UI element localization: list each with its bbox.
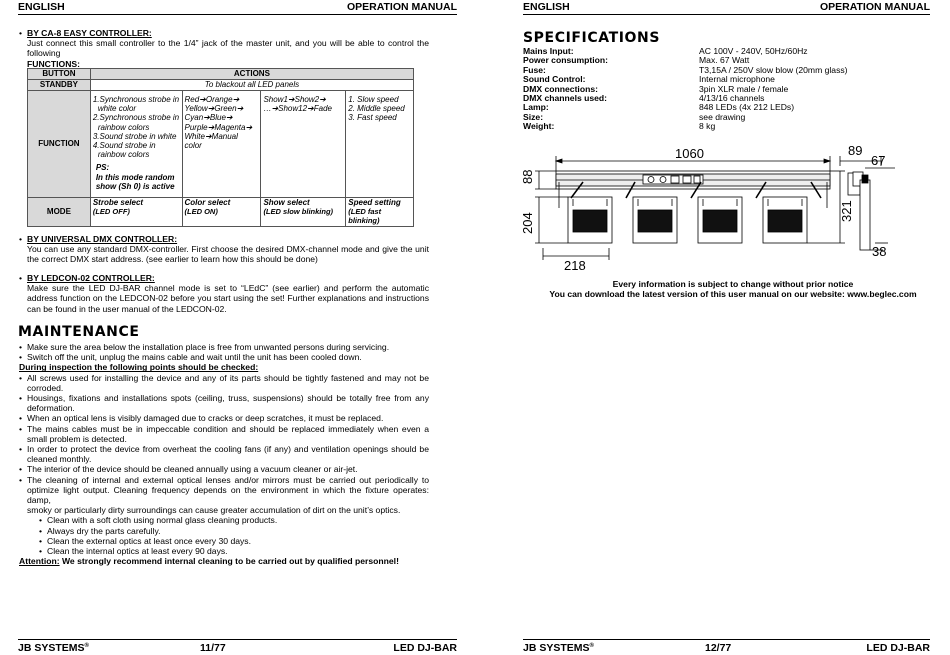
header-language: ENGLISH bbox=[18, 1, 65, 13]
page-number: 12/77 bbox=[705, 642, 732, 654]
function-line: 1.Synchronous strobe in bbox=[92, 95, 180, 104]
header-title: OPERATION MANUAL bbox=[819, 1, 930, 13]
attention-text: We strongly recommend internal cleaning to be carried out by qualified personnel! bbox=[59, 556, 399, 567]
spec-key: Lamp: bbox=[523, 102, 549, 113]
ps-line: In this mode random bbox=[95, 172, 175, 182]
page-header bbox=[523, 0, 930, 15]
mode-cell bbox=[261, 198, 346, 227]
spec-row bbox=[523, 84, 943, 93]
spec-row bbox=[523, 112, 943, 121]
function-label: FUNCTION bbox=[28, 91, 91, 198]
ledcon-text: can be found in the user manual of the LEDCON-02. bbox=[27, 303, 227, 314]
ca8-heading: BY CA-8 EASY CONTROLLER: bbox=[27, 28, 152, 38]
list-item: • Switch off the unit, unplug the mains cable and wait until the unit has been cooled down. bbox=[19, 352, 362, 363]
list-item: • The mains cables must be in impeccable condition and should be replaced immediately when even a small problem is detected. bbox=[19, 423, 429, 444]
function-show-cell bbox=[261, 91, 346, 198]
list-item: • The cleaning of internal and external optical lenses and/or mirrors must be carried out periodically to optimize light output. Cleaning frequency depends on the environment in which the fixture operates: damp, smoky or particularly dirty surroundings can cause greater accumulation of dirt on the unit’s optics. bbox=[19, 474, 429, 516]
spec-key: Weight: bbox=[523, 121, 555, 132]
inspection-heading: During inspection the following points should be checked: bbox=[19, 362, 259, 373]
ledcon-text: Make sure the LED DJ-BAR channel mode is set to “LEdC” (see earlier) and perform the automatic bbox=[27, 283, 429, 294]
ledcon-heading: BY LEDCON-02 CONTROLLER: bbox=[27, 273, 155, 283]
ps-label: PS: bbox=[95, 163, 110, 173]
ledcon-text: address function on the LEDCON-02 before you start using the set! Further explanations and instructions bbox=[27, 293, 429, 304]
dimension-drawing bbox=[520, 138, 923, 273]
functions-label: FUNCTIONS: bbox=[27, 58, 80, 69]
function-line: rainbow colors bbox=[97, 150, 150, 160]
spec-value: 3pin XLR male / female bbox=[699, 83, 789, 94]
header-language: ENGLISH bbox=[523, 1, 570, 13]
spec-key: Mains Input: bbox=[523, 46, 574, 56]
mode-state: (LED ON) bbox=[184, 207, 218, 217]
spec-value: Max. 67 Watt bbox=[699, 55, 750, 66]
spec-row bbox=[523, 55, 943, 64]
function-color-cell bbox=[182, 91, 261, 198]
function-speed-cell bbox=[346, 91, 414, 198]
function-line: White➔Manual bbox=[184, 131, 238, 141]
led-panels bbox=[568, 197, 807, 243]
mode-cell bbox=[346, 198, 414, 227]
list-item: • Housings, fixations and installations spots (ceiling, truss, suspensions) should be totally free from any deformation. bbox=[19, 393, 429, 414]
spec-key: Fuse: bbox=[523, 64, 546, 75]
function-strobe-cell bbox=[90, 91, 182, 198]
ca8-section bbox=[19, 28, 429, 69]
function-line: rainbow colors bbox=[97, 122, 150, 132]
dmx-text-cont: the correct DMX start address. (see earlier to learn how this should be done) bbox=[27, 254, 318, 265]
spec-value: Internal microphone bbox=[699, 74, 775, 85]
function-line: white color bbox=[97, 104, 137, 114]
mode-name: Speed setting bbox=[348, 198, 401, 207]
bullet: • bbox=[19, 28, 23, 38]
ps-line: show (Sh 0) is active bbox=[95, 181, 175, 191]
page-number: 11/77 bbox=[200, 642, 226, 654]
spec-value: AC 100V - 240V, 50Hz/60Hz bbox=[699, 46, 808, 56]
sub-list-item: • Clean the internal optics at least every 90 days. bbox=[39, 546, 228, 557]
sub-list-item: • Always dry the parts carefully. bbox=[39, 525, 161, 536]
specs-list bbox=[523, 46, 943, 131]
sub-list-item: • Clean with a soft cloth using normal glass cleaning products. bbox=[39, 515, 278, 526]
attention-label: Attention: bbox=[19, 556, 60, 567]
ca8-text-cont: following bbox=[27, 48, 61, 59]
mode-cell bbox=[182, 198, 261, 227]
dim-side-38-label: 38 bbox=[872, 244, 887, 259]
ledcon-section bbox=[19, 273, 429, 314]
list-item: • Make sure the area below the installation place is free from unwanted persons during servicing. bbox=[19, 342, 390, 352]
page-header bbox=[18, 0, 457, 15]
function-line: Cyan➔Blue➔ bbox=[184, 113, 233, 123]
function-line: 3. Fast speed bbox=[348, 113, 397, 123]
footer-brand: JB SYSTEMS® bbox=[18, 642, 89, 654]
table-header-button: BUTTON bbox=[28, 69, 91, 80]
maintenance-body bbox=[19, 342, 429, 567]
spec-value: 8 kg bbox=[699, 121, 716, 132]
dim-panel-width-label: 218 bbox=[564, 258, 586, 273]
function-line: …➔Show12➔Fade bbox=[263, 104, 332, 114]
mode-state: (LED fast blinking) bbox=[348, 207, 382, 226]
left-page bbox=[0, 0, 475, 654]
list-item: • All screws used for installing the device and any of its parts should be tightly fastened and may not be corroded. bbox=[19, 372, 429, 393]
spec-row bbox=[523, 74, 943, 83]
dmx-heading: BY UNIVERSAL DMX CONTROLLER: bbox=[27, 234, 178, 244]
mode-name: Strobe select bbox=[92, 198, 144, 207]
spec-row bbox=[523, 102, 943, 111]
mode-state: (LED slow blinking) bbox=[263, 207, 334, 217]
ca8-text: Just connect this small controller to the 1/4” jack of the master unit, and you will be able to control the bbox=[27, 38, 429, 49]
list-item: • In order to protect the device from overheat the cooling fans (if any) and ventilation openings should be cleaned monthly. bbox=[19, 444, 429, 465]
dim-total-height-label: 321 bbox=[839, 200, 854, 222]
function-line: 2.Synchronous strobe in bbox=[92, 113, 180, 123]
dmx-text: You can use any standard DMX-controller. First choose the desired DMX-channel mode and give the unit bbox=[27, 244, 429, 255]
page-footer bbox=[18, 639, 457, 654]
spec-key: Power consumption: bbox=[523, 55, 608, 66]
mode-state: (LED OFF) bbox=[92, 207, 130, 217]
mode-name: Show select bbox=[263, 198, 310, 207]
standby-action: To blackout all LED panels bbox=[90, 80, 413, 91]
spec-key: Size: bbox=[523, 111, 544, 122]
mode-cell bbox=[90, 198, 182, 227]
function-line: Yellow➔Green➔ bbox=[184, 104, 244, 114]
standby-label: STANDBY bbox=[28, 80, 91, 91]
footer-brand: JB SYSTEMS® bbox=[523, 642, 594, 654]
spec-row bbox=[523, 46, 943, 55]
notice-change: Every information is subject to change without prior notice bbox=[612, 279, 854, 289]
notice-download: You can download the latest version of this user manual on our website: www.beglec.com bbox=[549, 289, 917, 299]
spec-key: DMX channels used: bbox=[523, 92, 608, 103]
function-line: Purple➔Magenta➔ bbox=[184, 122, 253, 132]
list-item: • When an optical lens is visibly damaged due to cracks or deep scratches, it must be replaced. bbox=[19, 413, 384, 424]
bullet: • bbox=[19, 234, 23, 244]
mode-name: Color select bbox=[184, 198, 231, 207]
function-line: Red➔Orange➔ bbox=[184, 95, 240, 104]
spec-key: Sound Control: bbox=[523, 74, 586, 85]
maintenance-title: MAINTENANCE bbox=[18, 324, 140, 340]
footer-product: LED DJ-BAR bbox=[393, 642, 457, 654]
function-line: 4.Sound strobe in bbox=[92, 141, 156, 151]
right-page bbox=[475, 0, 950, 654]
dim-width-label: 1060 bbox=[675, 146, 704, 161]
function-line: 2. Middle speed bbox=[348, 104, 405, 114]
attention-line bbox=[19, 556, 429, 566]
function-line: Show1➔Show2➔ bbox=[263, 95, 326, 104]
function-line: 1. Slow speed bbox=[348, 95, 399, 104]
dim-bar-label: 88 bbox=[520, 169, 535, 184]
spec-value: 4/13/16 channels bbox=[699, 92, 765, 103]
spec-row bbox=[523, 65, 943, 74]
dmx-section bbox=[19, 234, 429, 265]
spec-value: see drawing bbox=[699, 111, 746, 122]
specs-title: SPECIFICATIONS bbox=[523, 30, 661, 46]
functions-table bbox=[27, 68, 414, 227]
footer-product: LED DJ-BAR bbox=[866, 642, 930, 654]
sub-list-item: • Clean the external optics at least once every 30 days. bbox=[39, 535, 251, 546]
spec-value: T3,15A / 250V slow blow (20mm glass) bbox=[699, 64, 848, 75]
page-footer bbox=[523, 639, 930, 654]
dim-side-67-label: 67 bbox=[871, 153, 886, 168]
spec-row bbox=[523, 93, 943, 102]
function-line: color bbox=[184, 141, 202, 151]
list-item: • The interior of the device should be cleaned annually using a vacuum cleaner or air-jet. bbox=[19, 464, 358, 475]
mode-label: MODE bbox=[28, 198, 91, 227]
header-title: OPERATION MANUAL bbox=[346, 1, 457, 13]
dim-panel-height-label: 204 bbox=[520, 212, 535, 234]
table-header-actions: ACTIONS bbox=[90, 69, 413, 80]
spec-value: 848 LEDs (4x 212 LEDs) bbox=[699, 102, 795, 113]
dim-side-depth-label: 89 bbox=[848, 143, 863, 158]
function-line: 3.Sound strobe in white bbox=[92, 131, 177, 141]
spec-key: DMX connections: bbox=[523, 83, 598, 94]
spec-row bbox=[523, 121, 943, 130]
bullet: • bbox=[19, 273, 23, 283]
